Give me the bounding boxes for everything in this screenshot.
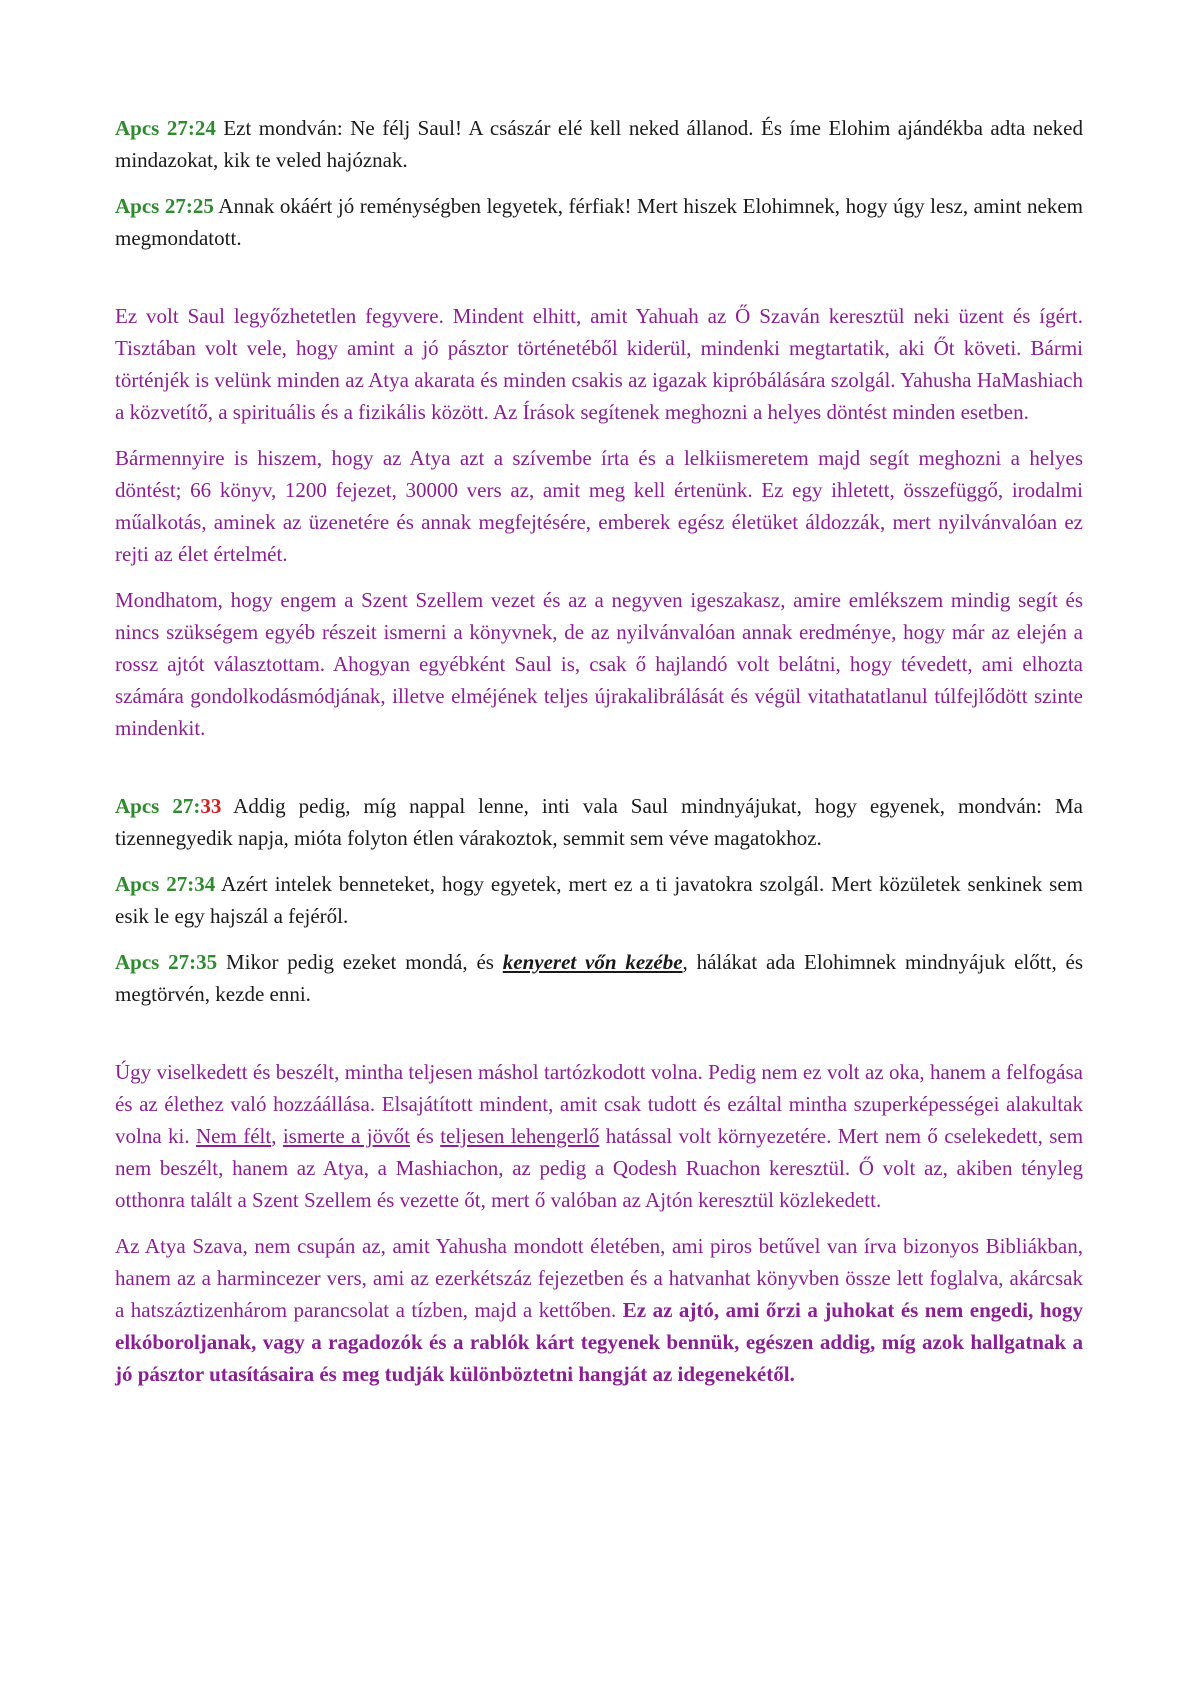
verse-reference: Apcs 27:24: [115, 116, 216, 140]
verse-text: Annak okáért jó reménységben legyetek, férfiak! Mert hiszek Elohimnek, hogy úgy lesz, amint nekem megmondatott.: [115, 194, 1083, 250]
underlined-phrase: ismerte a jövőt: [282, 1124, 410, 1148]
commentary-paragraph-1: [115, 300, 1083, 428]
verse-27-25: [115, 190, 1083, 254]
commentary-paragraph-4: [115, 1056, 1083, 1216]
commentary-paragraph-3: [115, 584, 1083, 744]
verse-reference: Apcs 27:34: [115, 872, 216, 896]
commentary-text: Bármennyire is hiszem, hogy az Atya azt a szívembe írta és a lelkiismeretem majd segít meghozni a helyes döntést; 66 könyv, 1200 fejezet, 30000 vers az, amit meg kell értenünk. Ez egy ihletett, összefüggő, irodalmi műalkotás, aminek az üzenetére és annak megfejtésére, emberek egész életüket áldozzák, mert nyilvánvalóan ez rejti az élet értelmét.: [115, 446, 1083, 566]
commentary-text: Az Atya Szava, nem csupán az, amit Yahusha mondott életében, ami piros betűvel van írva bizonyos Bibliákban, hanem az a harmincezer vers, ami az ezerkétszáz fejezetben és a hatvanhat könyvben össze lett foglalva, akárcsak a hatszáztizenhárom parancsolat a tízben, majd a kettőben.: [115, 1234, 1083, 1322]
verse-text: Azért intelek benneteket, hogy egyetek, mert ez a ti javatokra szolgál. Mert közületek senkinek sem esik le egy hajszál a fejéről.: [115, 872, 1083, 928]
bold-conclusion: Ez az ajtó, ami őrzi a juhokat és nem engedi, hogy elkóboroljanak, vagy a ragadozók és a rablók kárt tegyenek bennük, egészen addig, míg azok hallgatnak a jó pásztor utasításaira és meg tudják különböztetni hangját az idegenekétől.: [115, 1298, 1083, 1386]
commentary-text: hatással volt környezetére. Mert nem ő cselekedett, sem nem beszélt, hanem az Atya, a Mashiachon, az pedig a Qodesh Ruachon keresztül. Ő volt az, akiben tényleg otthonra talált a Szent Szellem és vezette őt, mert ő valóban az Ajtón keresztül közlekedett.: [115, 1124, 1084, 1212]
commentary-text: Ez volt Saul legyőzhetetlen fegyvere. Mindent elhitt, amit Yahuah az Ő Szaván keresztül neki üzent és ígért. Tisztában volt vele, hogy amint a jó pásztor történetéből kiderül, mindenki megtartatik, aki Őt követi. Bármi történjék is velünk minden az Atya akarata és minden csakis az igazak kipróbálására szolgál. Yahusha HaMashiach a közvetítő, a spirituális és a fizikális között. Az Írások segítenek meghozni a helyes döntést minden esetben.: [115, 304, 1083, 424]
verse-reference: Apcs 27:35: [115, 950, 218, 974]
verse-text: Addig pedig, míg nappal lenne, inti vala Saul mindnyájukat, hogy egyenek, mondván: Ma tizennegyedik napja, mióta folyton étlen várakoztok, semmit sem véve magatokhoz.: [115, 794, 1083, 850]
commentary-paragraph-2: [115, 442, 1083, 570]
separator: és: [416, 1124, 434, 1148]
separator: ,: [271, 1124, 277, 1148]
verse-27-24: [115, 112, 1083, 176]
verse-27-35: [115, 946, 1083, 1010]
verse-27-33: [115, 790, 1083, 854]
verse-reference: Apcs 27:25: [115, 194, 214, 218]
verse-reference: Apcs 27:: [115, 794, 201, 818]
verse-27-34: [115, 868, 1083, 932]
underlined-phrase: Nem félt: [196, 1124, 272, 1148]
verse-text: Ezt mondván: Ne félj Saul! A császár elé kell neked állanod. És íme Elohim ajándékba adta neked mindazokat, kik te veled hajóznak.: [115, 116, 1083, 172]
commentary-text: Mondhatom, hogy engem a Szent Szellem vezet és az a negyven igeszakasz, amire emlékszem mindig segít és nincs szükségem egyéb részeit ismerni a könyvnek, de az nyilvánvalóan annak eredménye, hogy már az elején a rossz ajtót választottam. Ahogyan egyébként Saul is, csak ő hajlandó volt belátni, hogy tévedett, ami elhozta számára gondolkodásmódjának, illetve elméjének teljes újrakalibrálását és végül vitathatatlanul túlfejlődött szinte mindenkit.: [115, 588, 1083, 740]
underlined-phrase: teljesen lehengerlő: [440, 1124, 600, 1148]
verse-number-highlight: 33: [200, 794, 222, 818]
verse-text: , hálákat ada Elohimnek mindnyájuk előtt, és megtörvén, kezde enni.: [115, 950, 1084, 1006]
page-content: [115, 112, 1083, 1390]
emphasized-phrase: kenyeret vőn kezébe: [502, 950, 683, 974]
commentary-paragraph-5: [115, 1230, 1083, 1390]
commentary-text: Úgy viselkedett és beszélt, mintha teljesen máshol tartózkodott volna. Pedig nem ez volt az oka, hanem a felfogása és az élethez való hozzáállása. Elsajátított mindent, amit csak tudott és ezáltal mintha szuperképességei alakultak volna ki.: [115, 1060, 1083, 1148]
verse-text: Mikor pedig ezeket mondá, és: [225, 950, 494, 974]
